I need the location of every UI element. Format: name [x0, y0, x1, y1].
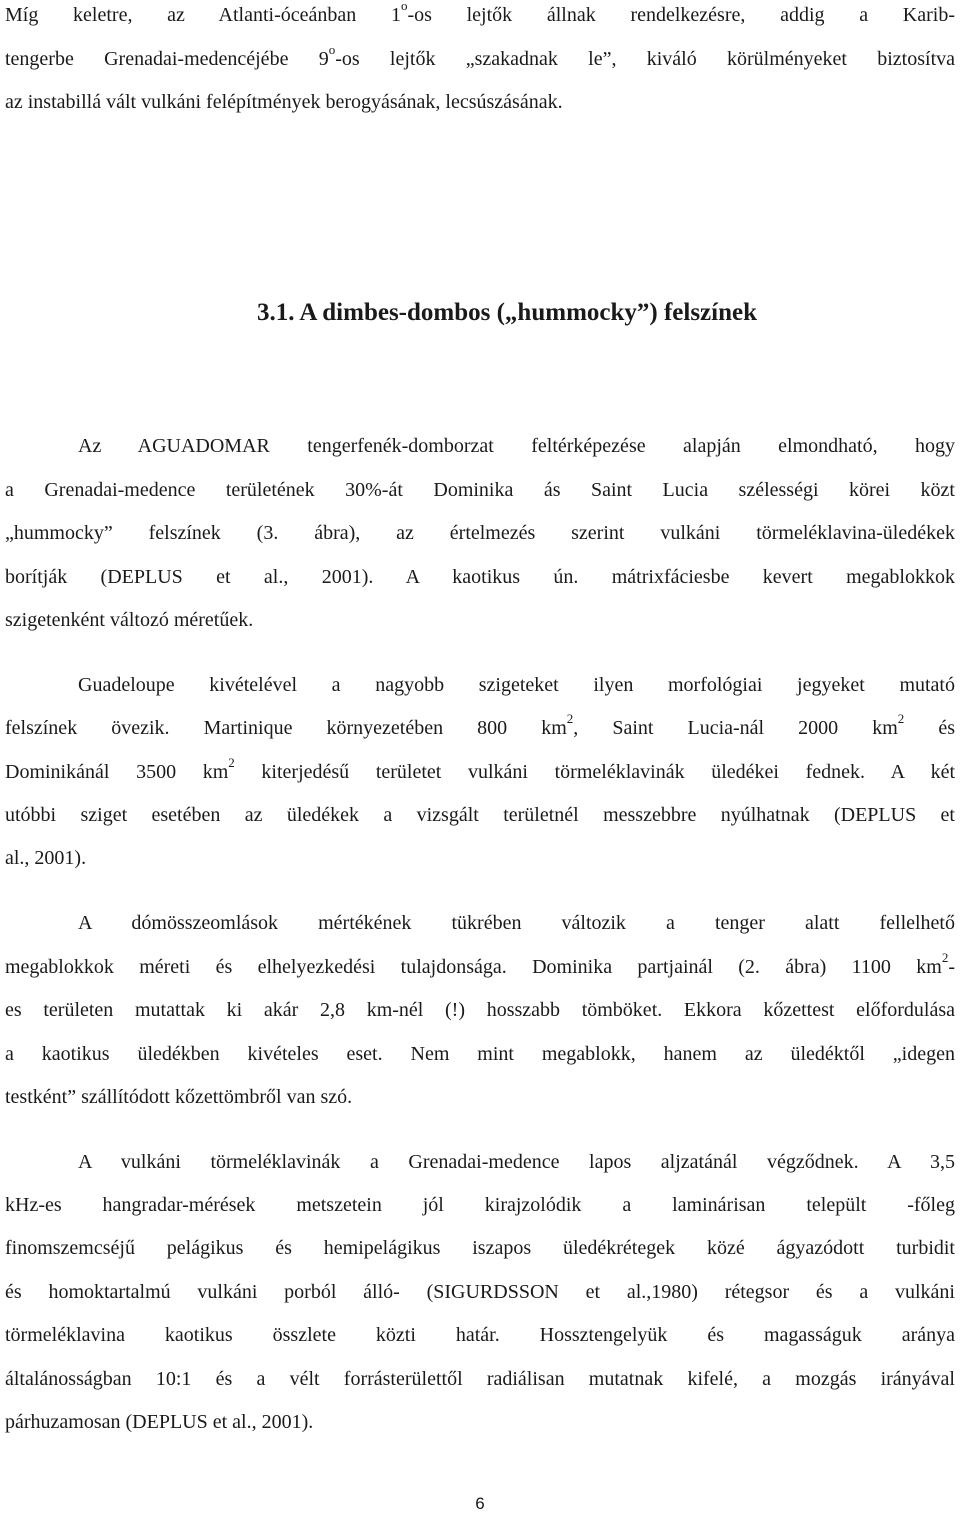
text-line: testként” szállítódott kőzettömbről van szó.: [5, 1086, 353, 1108]
text-line: „hummocky” felszínek (3. ábra), az értelmezés szerint vulkáni törmeléklavina-üledékek: [5, 522, 955, 544]
page-number: 6: [475, 1494, 485, 1513]
text-line: es területen mutattak ki akár 2,8 km-nél (!) hosszabb tömböket. Ekkora kőzettest előfordulása: [5, 999, 955, 1021]
text-line: kHz-es hangradar-mérések metszetein jól kirajzolódik a laminárisan települt -főleg: [5, 1194, 955, 1216]
text-line: felszínek övezik. Martinique környezetében 800 $km^2$, Saint Lucia-nál 2000 $km^2$ és: [5, 711, 955, 739]
text-line: Míg keletre, az Atlanti-óceánban 1$^o$-os lejtők állnak rendelkezésre, addig a Karib-: [5, 0, 955, 26]
text-line: az instabillá vált vulkáni felépítmények berogyásának, lecsúszásának.: [5, 91, 563, 113]
text-line: általánosságban 10:1 és a vélt forrásterülettől radiálisan mutatnak kifelé, a mozgás irányával: [5, 1368, 955, 1390]
text-line: és homoktartalmú vulkáni porból álló- (SIGURDSSON et al.,1980) rétegsor és a vulkáni: [5, 1281, 955, 1303]
text-line: Dominikánál 3500 $km^2$ kiterjedésű területet vulkáni törmeléklavinák üledékei fednek. A két: [5, 755, 955, 783]
text-line: a Grenadai-medence területének 30%-át Dominika ás Saint Lucia szélességi körei közt: [5, 479, 955, 501]
text-line: párhuzamosan (DEPLUS et al., 2001).: [5, 1411, 314, 1433]
text-line: Az AGUADOMAR tengerfenék-domborzat feltérképezése alapján elmondható, hogy: [78, 435, 955, 457]
text-line: megablokkok méreti és elhelyezkedési tulajdonsága. Dominika partjainál (2. ábra) 1100 $km^2-$: [5, 950, 955, 978]
text-line: törmeléklavina kaotikus összlete közti határ. Hossztengelyük és magasságuk aránya: [5, 1324, 955, 1346]
text-line: A dómösszeomlások mértékének tükrében változik a tenger alatt fellelhető: [78, 912, 955, 934]
text-line: borítják (DEPLUS et al., 2001). A kaotikus ún. mátrixfáciesbe kevert megablokkok: [5, 566, 955, 588]
text-line: finomszemcséjű pelágikus és hemipelágikus iszapos üledékrétegek közé ágyazódott turbidit: [5, 1237, 955, 1259]
text-line: A vulkáni törmeléklavinák a Grenadai-medence lapos aljzatánál végződnek. A 3,5: [78, 1151, 955, 1173]
text-line: a kaotikus üledékben kivételes eset. Nem mint megablokk, hanem az üledéktől „idegen: [5, 1043, 955, 1065]
text-line: al., 2001).: [5, 847, 87, 869]
text-line: szigetenként változó méretűek.: [5, 609, 254, 631]
text-line: utóbbi sziget esetében az üledékek a vizsgált területnél messzebbre nyúlhatnak (DEPLUS et: [5, 804, 955, 826]
text-line: tengerbe Grenadai-medencéjébe 9$^o$-os lejtők „szakadnak le”, kiváló körülményeket biztosítva: [5, 42, 955, 70]
text-line: Guadeloupe kivételével a nagyobb szigeteket ilyen morfológiai jegyeket mutató: [78, 674, 955, 696]
section-heading: 3.1. A dimbes-dombos („hummocky”) felszínek: [256, 299, 758, 326]
